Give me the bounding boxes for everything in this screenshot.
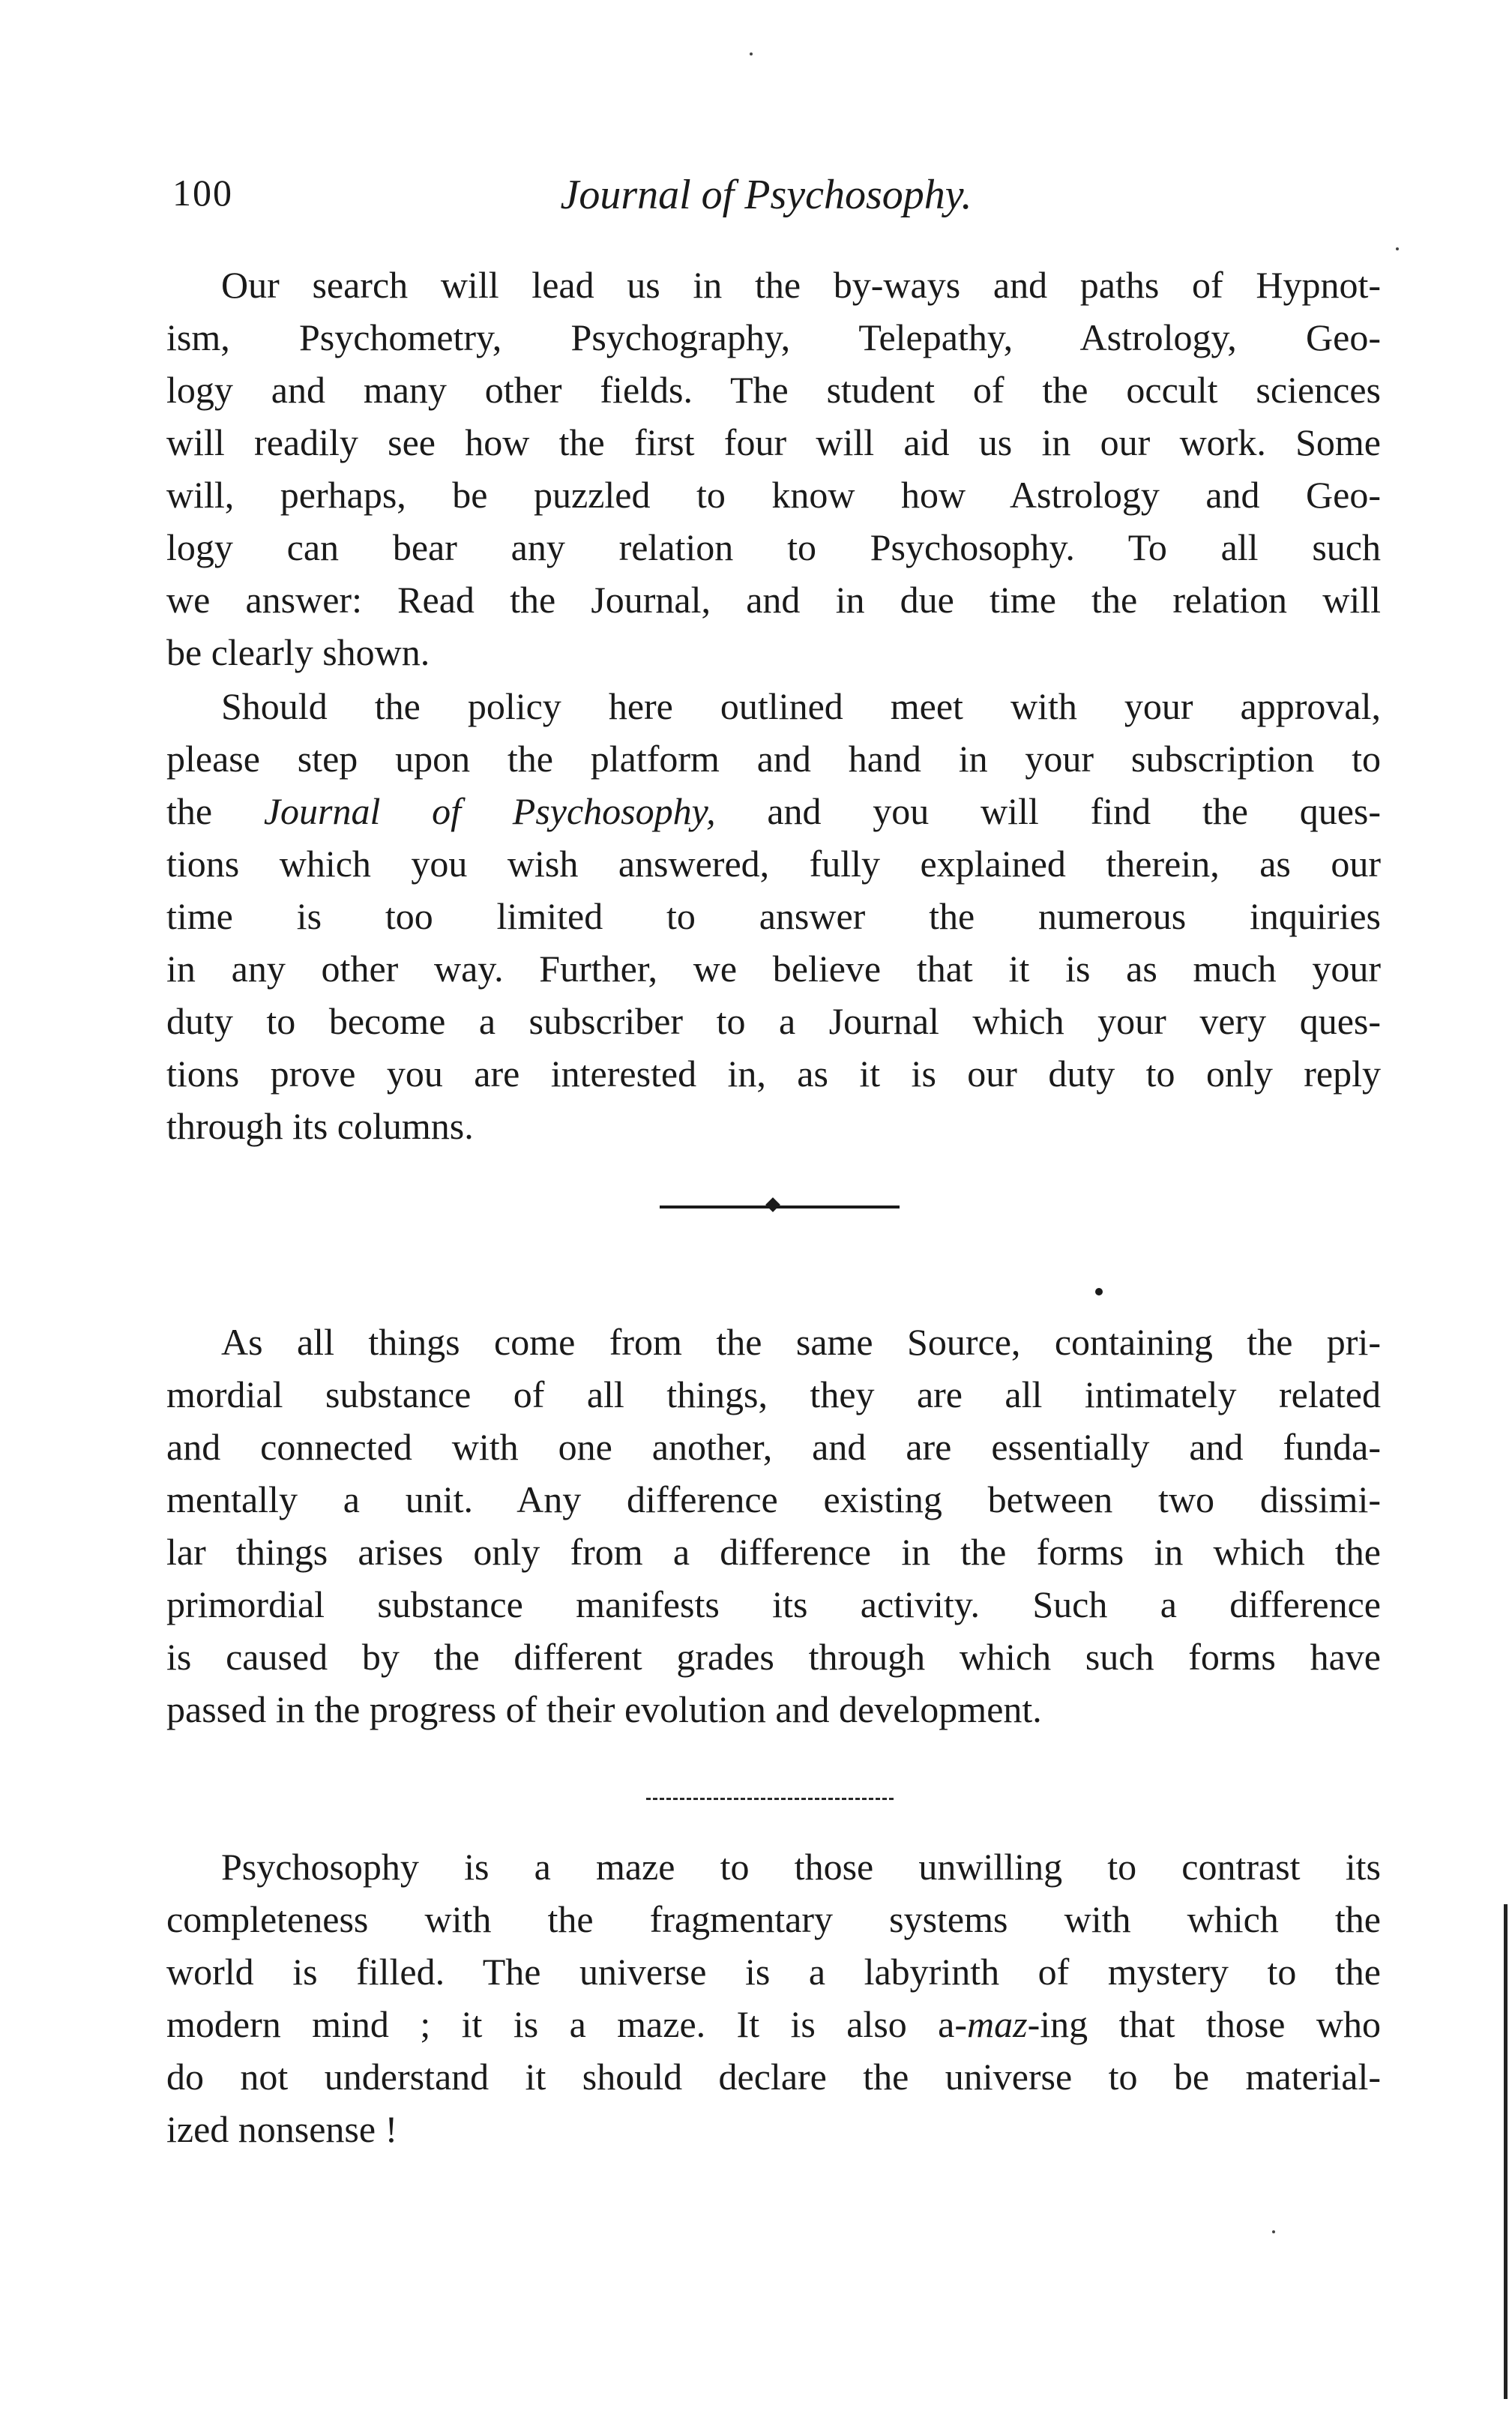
text-fragment: the xyxy=(166,790,213,832)
text-line: time is too limited to answer the numerous inquiries xyxy=(166,895,1381,937)
text-line: passed in the progress of their evolution and development. xyxy=(166,1688,1042,1730)
text-line: through its columns. xyxy=(166,1105,474,1147)
text-line: ized nonsense ! xyxy=(166,2108,398,2150)
page-edge-shadow xyxy=(1504,1904,1508,2399)
text-line: completeness with the fragmentary systems with which the xyxy=(166,1898,1381,1940)
text-fragment: -ing that those who xyxy=(1027,2003,1381,2045)
text-fragment: and you will find the ques- xyxy=(767,790,1382,832)
text-line: will readily see how the first four will aid us in our work. Some xyxy=(166,421,1381,463)
text-line: logy can bear any relation to Psychosophy. To all such xyxy=(166,526,1381,568)
text-line: we answer: Read the Journal, and in due time the relation will xyxy=(166,579,1381,621)
ornamental-divider xyxy=(660,1206,900,1209)
text-line: lar things arises only from a difference in the forms in which the xyxy=(166,1531,1381,1573)
text-line: and connected with one another, and are essentially and funda- xyxy=(166,1426,1381,1468)
text-line: tions prove you are interested in, as it is our duty to only reply xyxy=(166,1053,1381,1095)
text-line: Our search will lead us in the by-ways and paths of Hypnot- xyxy=(221,264,1381,306)
text-fragment: modern mind ; it is a maze. It is also a- xyxy=(166,2003,968,2045)
text-line: mordial substance of all things, they are all intimately related xyxy=(166,1373,1381,1415)
text-line: please step upon the platform and hand in your subscription to xyxy=(166,738,1381,780)
text-line xyxy=(166,2002,1381,2047)
journal-title-italic: Journal of Psychosophy, xyxy=(263,790,716,832)
stray-dot xyxy=(1095,1288,1103,1295)
text-line xyxy=(166,789,1381,834)
text-line: is caused by the different grades through which such forms have xyxy=(166,1636,1381,1678)
paper-speck xyxy=(1396,247,1399,250)
text-line: logy and many other fields. The student of the occult sciences xyxy=(166,369,1381,411)
running-title: Journal of Psychosophy. xyxy=(560,172,972,218)
text-line: duty to become a subscriber to a Journal which your very ques- xyxy=(166,1000,1381,1042)
text-line: world is filled. The universe is a labyrinth of mystery to the xyxy=(166,1951,1381,1993)
text-line: will, perhaps, be puzzled to know how Astrology and Geo- xyxy=(166,474,1381,516)
text-line: Should the policy here outlined meet with your approval, xyxy=(221,685,1381,727)
text-line: mentally a unit. Any difference existing between two dissimi- xyxy=(166,1478,1381,1520)
text-line: ism, Psychometry, Psychography, Telepathy, Astrology, Geo- xyxy=(166,316,1381,358)
divider-diamond xyxy=(765,1197,780,1212)
italic-fragment: maz xyxy=(967,2003,1028,2045)
text-line: tions which you wish answered, fully explained therein, as our xyxy=(166,843,1381,885)
text-line: Psychosophy is a maze to those unwilling to contrast its xyxy=(221,1846,1381,1888)
text-line: in any other way. Further, we believe that it is as much your xyxy=(166,948,1381,990)
paper-speck xyxy=(1272,2230,1275,2233)
text-line: do not understand it should declare the universe to be material- xyxy=(166,2056,1381,2098)
dashed-divider xyxy=(646,1798,894,1800)
page-number: 100 xyxy=(172,172,233,214)
page-header xyxy=(166,171,1381,223)
text-line: primordial substance manifests its activity. Such a difference xyxy=(166,1583,1381,1625)
text-line: be clearly shown. xyxy=(166,631,430,673)
text-line: As all things come from the same Source, containing the pri- xyxy=(221,1321,1381,1363)
paper-speck xyxy=(750,52,753,55)
